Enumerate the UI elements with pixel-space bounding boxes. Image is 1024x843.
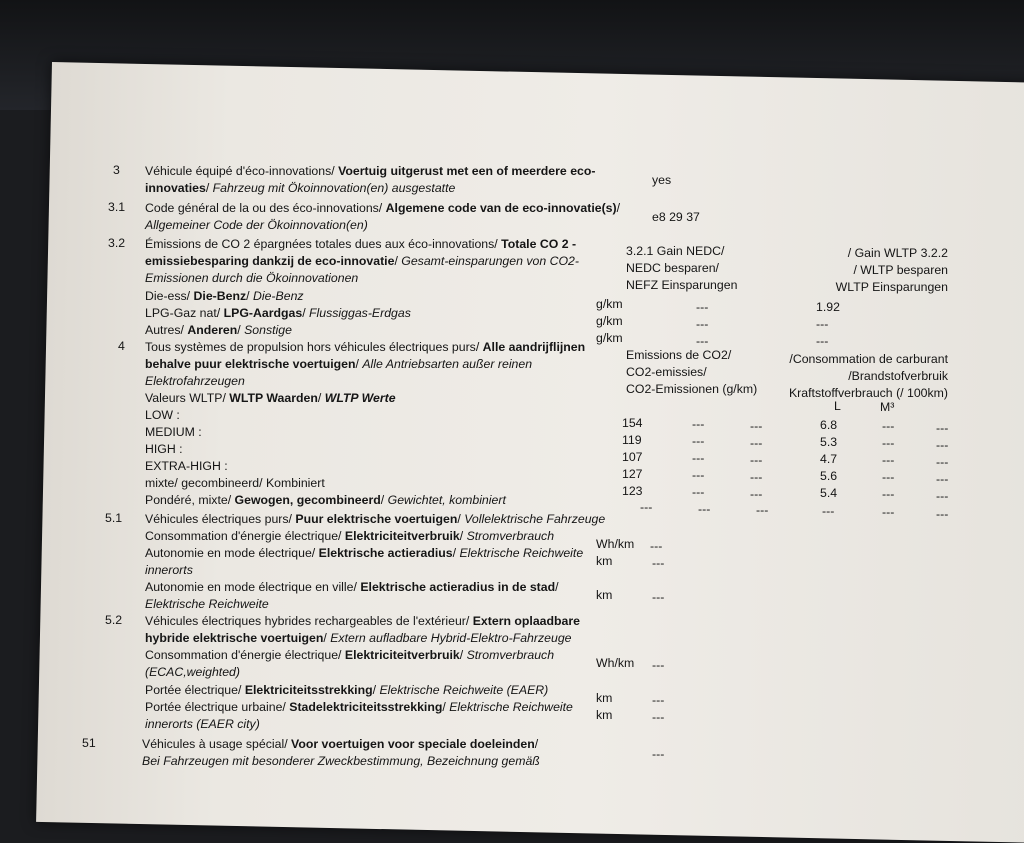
text-segment: Code général de la ou des éco-innovations/ <box>145 201 386 215</box>
text-line <box>145 630 572 647</box>
dash: --- <box>882 487 895 502</box>
dash: --- <box>692 468 705 483</box>
dash: --- <box>936 506 949 521</box>
nedc-header: NEFZ Einsparungen <box>626 278 738 293</box>
dash: --- <box>750 452 763 467</box>
text-segment: / <box>616 201 621 215</box>
text-segment: Puur elektrische voertuigen <box>295 512 458 526</box>
text-segment: emissiebesparing dankzij de eco-innovatie <box>145 254 395 268</box>
co2-value: 154 <box>622 416 643 431</box>
text-segment: WLTP Werte <box>324 391 396 405</box>
unit: Wh/km <box>596 537 635 552</box>
dash: --- <box>936 437 949 452</box>
text-segment: Die-Benz <box>193 289 247 303</box>
dash: --- <box>936 471 949 486</box>
text-line <box>145 511 605 528</box>
text-segment: Autonomie en mode électrique/ <box>145 546 319 560</box>
dash: --- <box>882 453 895 468</box>
text-segment: behalve puur elektrische voertuigen <box>145 357 356 371</box>
dash: --- <box>692 485 705 500</box>
unit: g/km <box>596 331 623 346</box>
unit: km <box>596 554 613 569</box>
item-number: 3.1 <box>108 200 126 215</box>
text-segment: Émissions de CO 2 épargnées totales dues aux éco-innovations/ <box>145 237 502 251</box>
co2-value: 119 <box>622 433 642 448</box>
text-segment: Elektrische Reichweite <box>449 700 573 714</box>
co2-value: 127 <box>622 467 643 482</box>
text-segment: Alle Antriebsarten außer reinen <box>362 357 533 371</box>
text-segment: Elektrische actieradius <box>318 546 453 560</box>
dash: --- <box>698 501 711 516</box>
text-segment: LPG-Gaz nat/ <box>145 306 224 320</box>
text-segment: Fahrzeug mit Ökoinnovation(en) ausgestatte <box>212 181 456 195</box>
text-segment: / <box>394 254 402 268</box>
text-segment: Emissionen durch die Ökoinnovationen <box>145 271 359 285</box>
text-line <box>145 339 585 356</box>
text-segment: / <box>317 391 325 405</box>
text-segment: Voor voertuigen voor speciale doeleinden <box>291 736 535 751</box>
unit-l: L <box>834 399 841 414</box>
text-segment: Anderen <box>187 323 238 337</box>
co2-value: 107 <box>622 450 643 465</box>
text-segment: Totale CO 2 - <box>501 237 577 251</box>
co2-header: Emissions de CO2/ <box>626 348 732 363</box>
text-segment: / <box>302 306 310 320</box>
value: --- <box>652 657 665 672</box>
dash: --- <box>882 436 895 451</box>
consumption-l: 6.8 <box>820 418 838 433</box>
text-line <box>145 579 559 596</box>
text-segment: Algemene code van de eco-innovatie(s) <box>385 201 617 215</box>
text-line <box>145 163 595 180</box>
text-segment: / <box>372 683 380 697</box>
value: --- <box>652 746 665 761</box>
dash: --- <box>750 469 763 484</box>
unit: Wh/km <box>596 656 635 671</box>
test-phase: MEDIUM : <box>145 425 202 439</box>
co2-value: 123 <box>622 484 643 499</box>
text-segment: Elektrische Reichweite <box>459 546 584 560</box>
text-segment: / <box>442 700 450 714</box>
dash: --- <box>640 500 653 515</box>
value: --- <box>652 555 665 570</box>
value: e8 29 37 <box>652 209 700 224</box>
text-segment: Elektrische Reichweite <box>145 597 269 611</box>
item-number: 51 <box>82 735 96 750</box>
unit-m3: M³ <box>880 400 895 415</box>
unit: g/km <box>596 314 623 329</box>
text-segment: innovaties <box>145 181 206 195</box>
dash: --- <box>882 470 895 485</box>
text-line <box>145 596 269 613</box>
text-line <box>145 492 506 509</box>
text-segment: Pondéré, mixte/ <box>145 493 235 507</box>
dash: --- <box>692 451 705 466</box>
dash: --- <box>936 420 949 435</box>
dash: --- <box>936 488 949 503</box>
text-segment: Elektrische actieradius in de stad <box>360 580 556 594</box>
text-segment: Stromverbrauch <box>466 529 555 543</box>
text-segment: Die-Benz <box>252 289 304 303</box>
co2-header: CO2-Emissionen (g/km) <box>626 382 758 397</box>
text-line <box>145 288 304 305</box>
text-segment: innerorts (EAER city) <box>145 717 260 731</box>
text-segment: Alle aandrijflijnen <box>482 340 586 354</box>
item-number: 3 <box>113 163 120 178</box>
text-segment: Véhicules électriques purs/ <box>145 512 296 526</box>
text-line <box>145 356 532 373</box>
text-segment: Portée électrique urbaine/ <box>145 700 290 714</box>
text-segment: Stadelektriciteitsstrekking <box>289 700 443 714</box>
unit: km <box>596 588 613 603</box>
text-line <box>145 647 554 664</box>
unit: km <box>596 691 613 706</box>
text-line <box>145 613 580 630</box>
value: --- <box>652 589 665 604</box>
wltp-value: --- <box>816 317 829 332</box>
text-segment: / <box>459 529 467 543</box>
consumption-l: 4.7 <box>820 452 838 467</box>
text-segment: / <box>355 357 363 371</box>
certificate-page: 3 Véhicule équipé d'éco-innovations/ Voertuig uitgerust met een of meerdere eco- innovaties/ Fahrzeug mit Ökoinnovation(en) ausgestatte yes 3.1 Code général de la ou des éco-innovations/ Algemene code van de eco-innovatie(s)/ Allgemeiner Code der Ökoinnovation(en) e8 29 37 3.2 Émissions de CO 2 épargnées totales dues aux éco-innovations/ Totale CO 2 - emissiebesparing dankzij de eco-innovatie/ Gesamt-einsparungen von CO2- Emissionen durch die Ökoinnovationen 3.2.1 Gain NEDC/ NEDC besparen/ NEFZ Einsparungen 3.2.2 Gain WLTP / WLTP besparen / WLTP Einsparungen Die-ess/ Die-Benz/ Die-Benz g/km --- 1.92 LPG-Gaz nat/ LPG-Aardgas/ Flussiggas-Erdgas g/km --- --- Autres/ Anderen/ Sonstige g/km --- --- 4 Tous systèmes de propulsion hors véhicules électriques purs/ Alle aandrijflijnen behalve puur elektrische voertuigen/ Alle Antriebsarten außer reinen Elektrofahrzeugen Valeurs WLTP/ WLTP Waarden/ WLTP Werte Emissions de CO2/ CO2-emissies/ CO2-Emissionen (g/km) Consommation de carburant/ Brandstofverbruik/ Kraftstoffverbrauch (/ 100km) L M³ LOW : 154 --- --- 6.8 --- --- MEDIUM : 119 --- --- 5.3 --- --- HIGH : 107 --- --- 4.7 --- --- EXTRA-HIGH : 127 --- --- 5.6 --- --- mixte/ gecombineerd/ Kombiniert 123 --- --- 5.4 --- --- Pondéré, mixte/ Gewogen, gecombineerd/ Gewichtet, kombiniert --- --- --- --- --- --- 5.1 Véhicules électriques purs/ Puur elektrische voertuigen/ Vollelektrische Fahrzeuge Consommation d'énergie électrique/ Elektriciteitverbruik/ Stromverbrauch Wh/km --- Autonomie en mode électrique/ Elektrische actieradius/ Elektrische Reichweite innerorts km --- Autonomie en mode électrique en ville/ Elektrische actieradius in de stad/ Elektrische Reichweite km --- 5.2 Véhicules électriques hybrides rechargeables de l'extérieur/ Extern oplaadbare hybride elektrische voertuigen/ Extern aufladbare Hybrid-Elektro-Fahrzeuge Consommation d'énergie électrique/ Elektriciteitverbruik/ Stromverbrauch (ECAC,weighted) Wh/km --- Portée électrique/ Elektriciteitsstrekking/ Elektrische Reichweite (EAER) km --- Portée électrique urbaine/ Stadelektriciteitsstrekking/ Elektrische Reichweite innerorts (EAER city) km --- 51 Véhicules à usage spécial/ Voor voertuigen voor speciale doeleinden/ Bei Fahrzeugen mit besonderer Zweckbestimmung, Bezeichnung gemäß --- <box>82 163 949 768</box>
item-number: 5.1 <box>105 511 123 526</box>
text-line <box>145 545 583 562</box>
text-segment: Véhicule équipé d'éco-innovations/ <box>145 164 339 178</box>
text-line <box>145 270 358 287</box>
test-phase: mixte/ gecombineerd/ Kombiniert <box>145 476 325 490</box>
nedc-header: 3.2.1 Gain NEDC/ <box>626 244 725 259</box>
dash: --- <box>936 454 949 469</box>
text-segment: / <box>323 631 331 645</box>
text-line <box>145 305 411 322</box>
text-line <box>145 664 240 681</box>
text-segment: (ECAC,weighted) <box>145 665 240 679</box>
dash: --- <box>692 417 705 432</box>
text-segment: / <box>237 323 245 337</box>
consumption-l: 5.3 <box>820 435 838 450</box>
item-number: 4 <box>118 339 125 354</box>
value: --- <box>652 692 665 707</box>
co2-header: CO2-emissies/ <box>626 365 707 380</box>
text-line <box>145 253 579 270</box>
dash: --- <box>882 419 895 434</box>
text-segment: Consommation d'énergie électrique/ <box>145 529 345 543</box>
value: --- <box>650 538 663 553</box>
text-segment: Die-ess/ <box>145 289 194 303</box>
text-segment: Gewogen, gecombineerd <box>234 493 381 507</box>
text-segment: innerorts <box>145 563 193 577</box>
text-segment: Elektriciteitsstrekking <box>244 683 373 697</box>
text-line <box>145 236 576 253</box>
text-segment: Autres/ <box>145 323 188 337</box>
dash: --- <box>822 504 835 519</box>
text-segment: Consommation d'énergie électrique/ <box>145 648 345 662</box>
text-line <box>145 716 260 733</box>
item-number: 3.2 <box>108 236 126 251</box>
text-segment: Elektrische Reichweite (EAER) <box>379 683 549 697</box>
text-segment: / <box>457 512 465 526</box>
wltp-value: --- <box>816 334 829 349</box>
text-segment: Elektrofahrzeugen <box>145 374 245 388</box>
text-segment: WLTP Waarden <box>229 391 318 405</box>
text-segment: Portée électrique/ <box>145 683 245 697</box>
text-segment: Véhicules à usage spécial/ <box>142 736 292 751</box>
text-line <box>145 322 292 339</box>
value: yes <box>652 172 672 187</box>
text-segment: Gesamt-einsparungen von CO2- <box>401 254 579 268</box>
consumption-l: 5.4 <box>820 486 838 501</box>
text-segment: Extern aufladbare Hybrid-Elektro-Fahrzeuge <box>330 631 572 645</box>
nedc-header: NEDC besparen/ <box>626 261 719 276</box>
text-segment: Voertuig uitgerust met een of meerdere eco- <box>338 164 596 178</box>
wltp-value: 1.92 <box>816 300 840 315</box>
text-segment: Tous systèmes de propulsion hors véhicules électriques purs/ <box>145 340 483 354</box>
text-line <box>145 562 193 579</box>
text-line <box>145 390 396 407</box>
test-phase: EXTRA-HIGH : <box>145 459 228 473</box>
text-segment: / <box>205 181 213 195</box>
dash: --- <box>750 486 763 501</box>
text-segment: Autonomie en mode électrique en ville/ <box>145 580 361 594</box>
dash: --- <box>756 502 769 517</box>
nedc-value: --- <box>696 333 709 348</box>
text-segment: / <box>380 493 388 507</box>
text-line <box>145 373 245 390</box>
text-segment: Gewichtet, kombiniert <box>387 493 506 507</box>
text-segment: / <box>534 736 539 751</box>
text-line <box>142 753 540 770</box>
text-segment: / <box>452 546 460 560</box>
dash: --- <box>882 505 895 520</box>
nedc-value: --- <box>696 316 709 331</box>
unit: km <box>596 708 613 723</box>
text-segment: Vollelektrische Fahrzeuge <box>464 512 606 526</box>
text-segment: Flussiggas-Erdgas <box>309 306 411 320</box>
test-phase: HIGH : <box>145 442 183 456</box>
text-segment: Elektriciteitverbruik <box>344 648 460 662</box>
text-segment: Stromverbrauch <box>466 648 555 662</box>
dash: --- <box>750 418 763 433</box>
text-segment: Valeurs WLTP/ <box>145 391 230 405</box>
text-segment: Extern oplaadbare <box>472 614 581 628</box>
text-segment: Allgemeiner Code der Ökoinnovation(en) <box>145 218 368 232</box>
text-line <box>145 200 620 217</box>
text-line <box>145 699 573 716</box>
text-segment: Véhicules électriques hybrides rechargeables de l'extérieur/ <box>145 614 473 628</box>
text-line <box>145 528 554 545</box>
nedc-value: --- <box>696 299 709 314</box>
text-segment: Elektriciteitverbruik <box>344 529 460 543</box>
text-segment: LPG-Aardgas <box>223 306 303 320</box>
dash: --- <box>750 435 763 450</box>
text-segment: hybride elektrische voertuigen <box>145 631 324 645</box>
text-line <box>145 217 368 234</box>
unit: g/km <box>596 297 623 312</box>
text-segment: / <box>459 648 467 662</box>
text-line <box>145 682 548 699</box>
text-line <box>145 180 455 197</box>
text-segment: Sonstige <box>244 323 292 337</box>
value: --- <box>652 709 665 724</box>
consumption-l: 5.6 <box>820 469 838 484</box>
text-segment: Bei Fahrzeugen mit besonderer Zweckbestimmung, Bezeichnung gemäß <box>142 753 540 768</box>
item-number: 5.2 <box>105 613 123 628</box>
text-line <box>142 736 538 753</box>
text-segment: / <box>555 580 559 594</box>
text-segment: / <box>246 289 253 303</box>
test-phase: LOW : <box>145 408 180 422</box>
dash: --- <box>692 434 705 449</box>
